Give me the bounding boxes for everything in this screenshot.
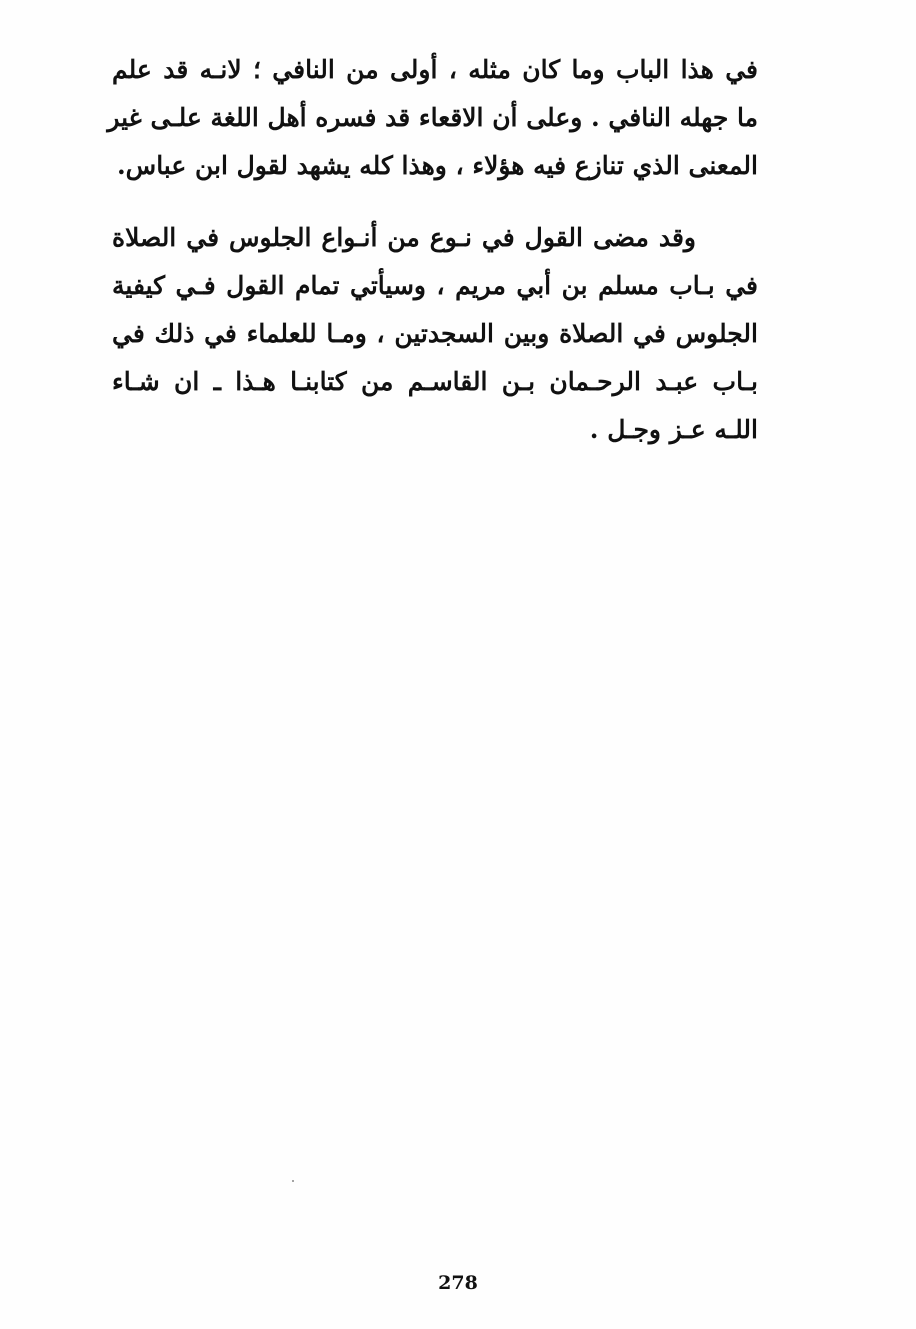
- text-line: ما جهله النافي . وعلى أن الاقعاء قد فسره أهل اللغة علـى غير: [107, 103, 758, 132]
- text-line: بـاب عبـد الرحـمان بـن القاسـم من كتابنـا هـذا ـ ان شـاء: [112, 367, 758, 396]
- paragraph-1: [107, 46, 758, 190]
- scan-speck: [292, 1180, 294, 1182]
- text-line: في هذا الباب وما كان مثله ، أولى من النافي ؛ لانـه قد علم: [112, 55, 758, 84]
- text-line: الجلوس في الصلاة وبين السجدتين ، ومـا للعلماء في ذلك في: [112, 319, 758, 348]
- text-line: وقد مضى القول في نـوع من أنـواع الجلوس في الصلاة: [112, 223, 696, 252]
- paragraph-2: [112, 214, 758, 454]
- text-line: اللـه عـز وجـل .: [589, 415, 758, 444]
- page-number: 278: [438, 1272, 478, 1294]
- text-line: في بـاب مسلم بن أبي مريم ، وسيأتي تمام القول فـي كيفية: [112, 271, 758, 300]
- text-line: المعنى الذي تنازع فيه هؤلاء ، وهذا كله يشهد لقول ابن عباس.: [116, 151, 758, 180]
